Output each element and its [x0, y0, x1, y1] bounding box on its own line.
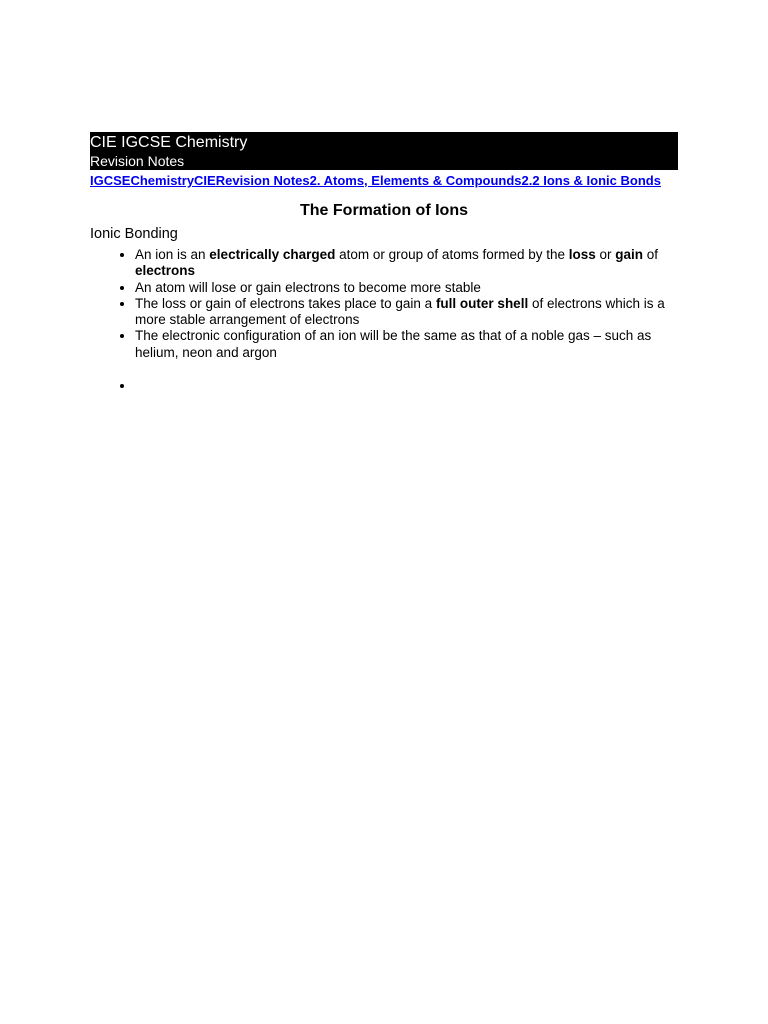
bullet-text: of [643, 247, 659, 262]
bullet-bold-text: gain [615, 247, 644, 262]
section-heading: Ionic Bonding [90, 226, 178, 242]
list-item [135, 296, 678, 329]
bullet-bold-text: electrons [135, 263, 196, 279]
breadcrumb-link-ions-ionic-bonds[interactable]: 2.2 Ions & Ionic Bonds [521, 173, 661, 188]
breadcrumb-link-atoms-elements-compounds[interactable]: 2. Atoms, Elements & Compounds [309, 173, 522, 188]
bullet-text: An atom will lose or gain electrons to become more stable [135, 279, 481, 295]
document-page [90, 132, 678, 394]
breadcrumb-link-chemistry[interactable]: Chemistry [130, 173, 195, 188]
list-item [135, 280, 678, 296]
bullet-text: or [595, 247, 616, 262]
breadcrumb-link-cie[interactable]: CIE [194, 173, 216, 188]
list-item [135, 328, 678, 361]
bullet-list [90, 247, 678, 394]
breadcrumb [90, 172, 665, 189]
bullet-bold-text: loss [568, 247, 596, 262]
bullet-text: of electrons which is a more stable arrangement of electrons [135, 295, 665, 328]
bullet-text: atom or group of atoms formed by the [335, 247, 569, 262]
header-title: CIE IGCSE Chemistry [90, 134, 248, 151]
breadcrumb-link-igcse[interactable]: IGCSE [90, 173, 131, 188]
page-title: The Formation of Ions [300, 202, 468, 219]
header-subtitle: Revision Notes [90, 153, 185, 169]
bullet-text: The loss or gain of electrons takes place to gain a [135, 295, 436, 311]
empty-list-item [135, 378, 678, 394]
bullet-bold-text: electrically charged [209, 247, 336, 262]
list-item [135, 247, 678, 280]
bullet-bold-text: full outer shell [435, 295, 529, 311]
bullet-text: An ion is an [135, 247, 210, 262]
header-banner [90, 132, 678, 170]
bullet-text: The electronic configuration of an ion will be the same as that of a noble gas – such as helium, neon and argon [135, 328, 652, 360]
breadcrumb-link-revision-notes[interactable]: Revision Notes [215, 173, 310, 188]
